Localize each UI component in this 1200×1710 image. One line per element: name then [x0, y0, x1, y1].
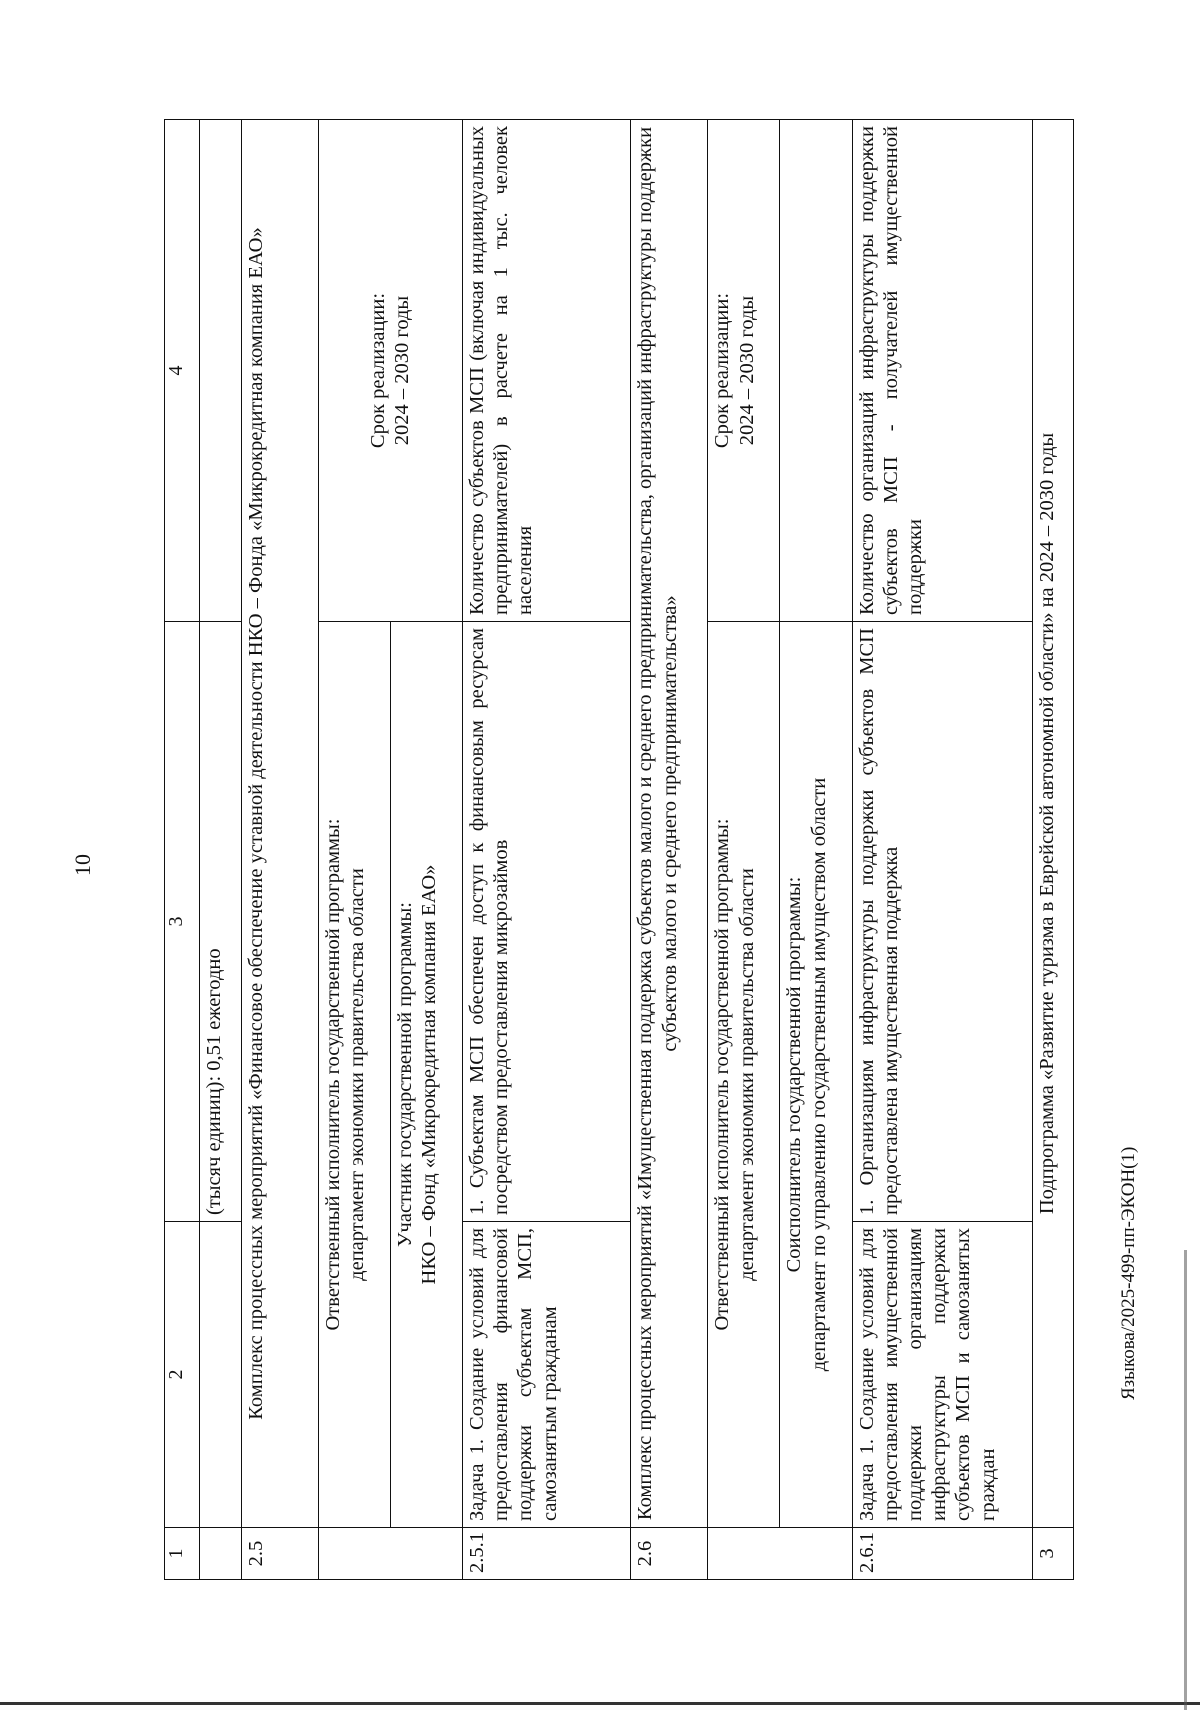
- subprogram-title: Подпрограмма «Развитие туризма в Еврейской автономной области» на 2024 – 2030 годы: [1033, 120, 1074, 1528]
- result-text: 1. Организациям инфраструктуры поддержки субъектов МСП предоставлена имущественная поддержка: [852, 622, 1032, 1222]
- row-number: 2.6: [631, 1528, 708, 1580]
- document-code: Языкова/2025-499-пп-ЭКОН(1): [1118, 1146, 1139, 1400]
- program-table-rotated: [164, 120, 1074, 1580]
- units-row: [199, 120, 241, 1580]
- implementation-term: Срок реализации: 2024 – 2030 годы: [318, 120, 462, 622]
- program-participant: Участник государственной программы: НКО – Фонд «Микрокредитная компания ЕАО»: [390, 622, 462, 1528]
- program-coexecutor: Соисполнитель государственной программы: департамент по управлению государственным имуществом области: [780, 622, 852, 1528]
- section-row-2-6: [631, 120, 708, 1580]
- units-text: (тысяч единиц): 0,51 ежегодно: [199, 622, 241, 1222]
- header-col-4: 4: [165, 120, 200, 622]
- row-number: 2.6.1: [852, 1528, 1032, 1580]
- header-col-1: 1: [165, 1528, 200, 1580]
- section-row-2-5: [241, 120, 318, 1580]
- result-text: 1. Субъектам МСП обеспечен доступ к финансовым ресурсам посредством предоставления микрозаймов: [463, 622, 631, 1222]
- scan-edge-right: [1184, 1250, 1187, 1710]
- header-col-3: 3: [165, 622, 200, 1222]
- task-text: Задача 1. Создание условий для предоставления имущественной поддержки организациям инфраструктуры поддержки субъектов МСП и самозанятых граждан: [852, 1222, 1032, 1528]
- program-table: [164, 119, 1074, 1580]
- responsible-executor: Ответственный исполнитель государственной программы: департамент экономики правительства области: [708, 622, 780, 1528]
- section-title: Комплекс процессных мероприятий «Имущественная поддержка субъектов малого и среднего предпринимательства, организаций инфраструктуры поддержки субъектов малого и среднего предпринимательства»: [631, 120, 708, 1528]
- header-col-2: 2: [165, 1222, 200, 1528]
- indicator-text: Количество организаций инфраструктуры поддержки субъектов МСП - получателей имущественной поддержки: [852, 120, 1032, 622]
- implementation-term: Срок реализации: 2024 – 2030 годы: [708, 120, 780, 622]
- indicator-text: Количество субъектов МСП (включая индивидуальных предпринимателей) в расчете на 1 тыс. человек населения: [463, 120, 631, 622]
- section-title: Комплекс процессных мероприятий «Финансовое обеспечение уставной деятельности НКО – Фонда «Микрокредитная компания ЕАО»: [241, 120, 318, 1528]
- task-row-2-5-1: [463, 120, 631, 1580]
- row-number: 3: [1033, 1528, 1074, 1580]
- responsible-row-2-6: [708, 120, 780, 1580]
- task-row-2-6-1: [852, 120, 1032, 1580]
- subprogram-row-3: [1033, 120, 1074, 1580]
- header-row: [165, 120, 200, 1580]
- row-number: 2.5: [241, 1528, 318, 1580]
- coexecutor-row-2-6: [780, 120, 852, 1580]
- responsible-executor: Ответственный исполнитель государственной программы: департамент экономики правительства области: [318, 622, 390, 1528]
- task-text: Задача 1. Создание условий для предоставления финансовой поддержки субъектам МСП, самозанятым гражданам: [463, 1222, 631, 1528]
- scan-edge-bottom: [0, 1702, 1200, 1705]
- responsible-row-2-5: [318, 120, 390, 1580]
- row-number: 2.5.1: [463, 1528, 631, 1580]
- page-number: 10: [70, 854, 95, 876]
